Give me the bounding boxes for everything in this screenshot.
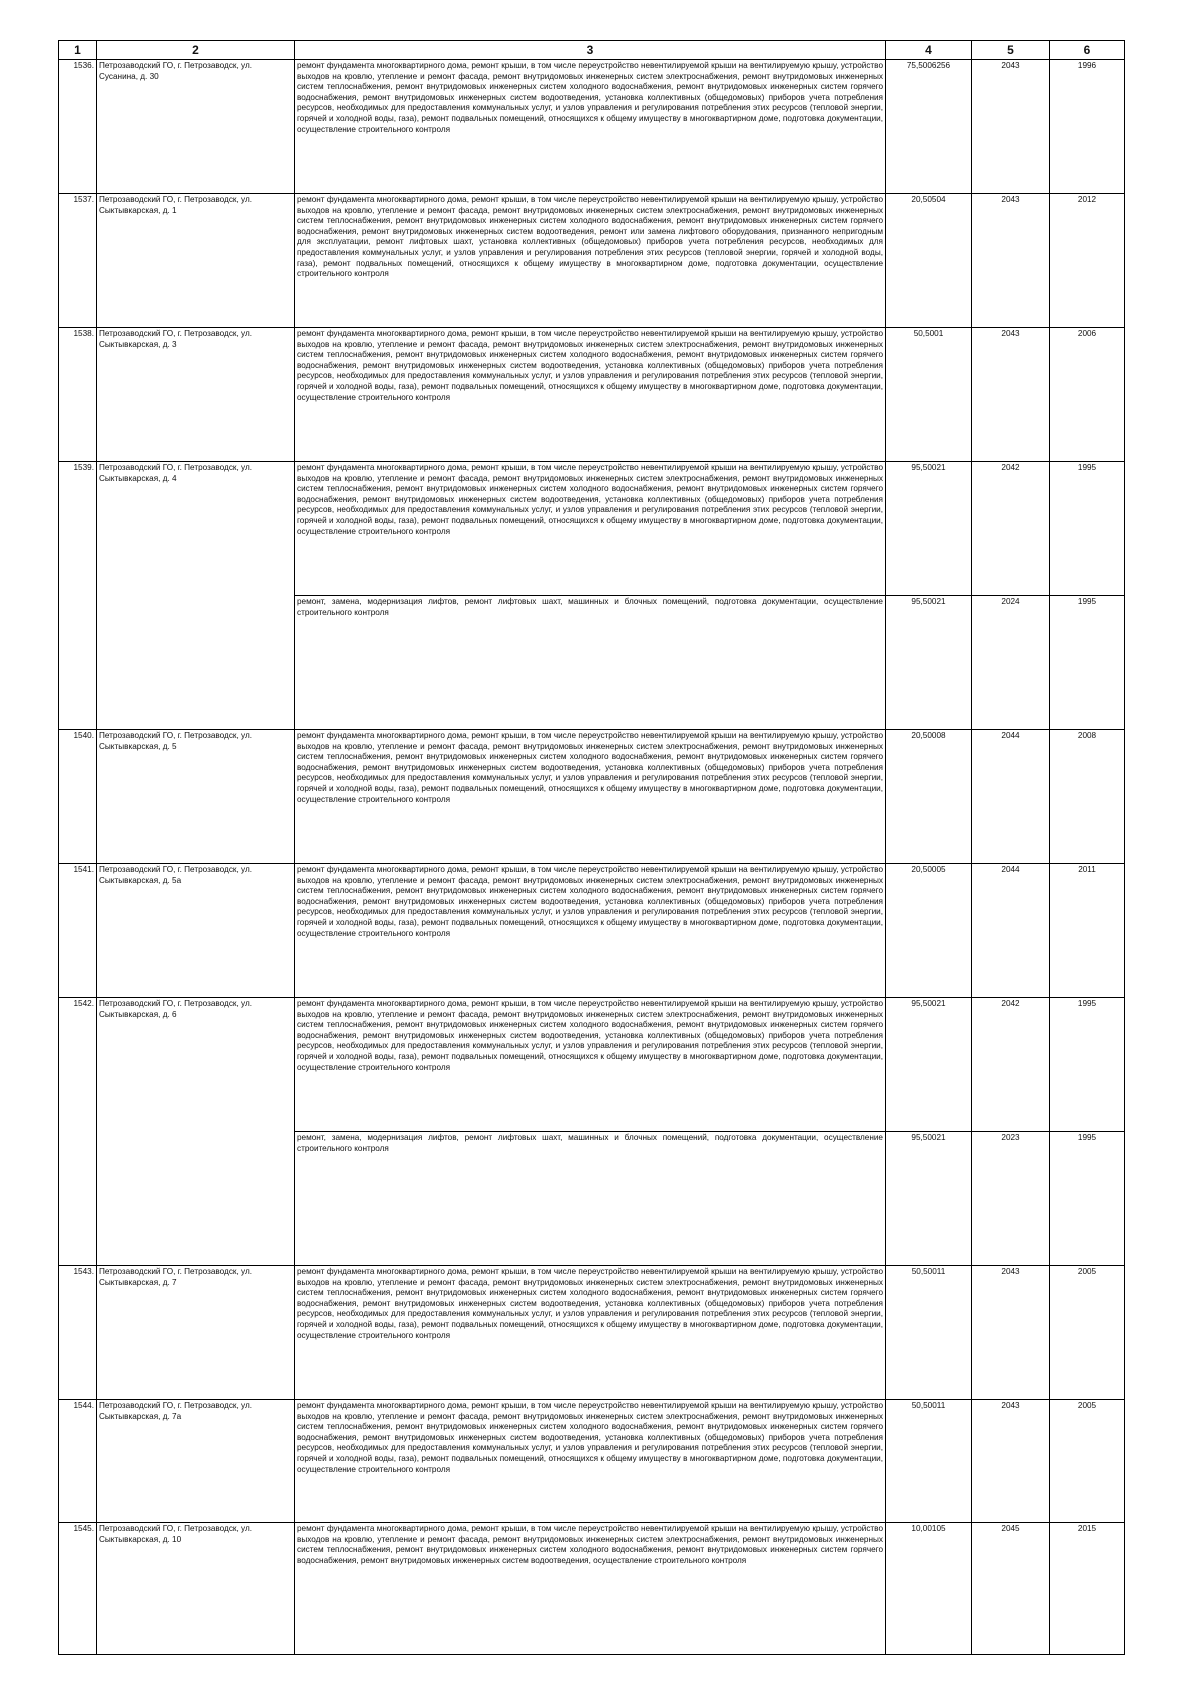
table-row	[59, 194, 1125, 328]
row-year: 2023	[972, 1132, 1050, 1266]
row-cost: 10,00105	[886, 1523, 972, 1655]
col-header-2: 2	[97, 41, 295, 60]
table-row	[59, 1523, 1125, 1655]
row-built: 2011	[1050, 864, 1125, 998]
row-cost: 50,5001	[886, 328, 972, 462]
table-row	[59, 462, 1125, 596]
row-number: 1540.	[59, 730, 97, 864]
row-built: 1995	[1050, 1132, 1125, 1266]
row-address: Петрозаводский ГО, г. Петрозаводск, ул. Сыктывкарская, д. 5а	[97, 864, 295, 998]
table-row	[59, 1400, 1125, 1523]
row-works: ремонт, замена, модернизация лифтов, ремонт лифтовых шахт, машинных и блочных помещений, подготовка документации, осуществление строительного контроля	[295, 596, 886, 730]
row-number: 1536.	[59, 60, 97, 194]
row-number: 1539.	[59, 462, 97, 730]
col-header-5: 5	[972, 41, 1050, 60]
row-number: 1545.	[59, 1523, 97, 1655]
row-year: 2043	[972, 60, 1050, 194]
row-built: 1995	[1050, 462, 1125, 596]
row-cost: 95,50021	[886, 998, 972, 1132]
row-works: ремонт фундамента многоквартирного дома, ремонт крыши, в том числе переустройство невентилируемой крыши на вентилируемую крышу, устройство выходов на кровлю, утепление и ремонт фасада, ремонт внутридомовых инженерных систем электроснабжения, ремонт внутридомовых инженерных систем теплоснабжения, ремонт внутридомовых инженерных систем холодного водоснабжения, ремонт внутридомовых инженерных систем горячего водоснабжения, ремонт внутридомовых инженерных систем водоотведения, установка коллективных (общедомовых) приборов учета потребления ресурсов, необходимых для предоставления коммунальных услуг, и узлов управления и регулирования потребления этих ресурсов (тепловой энергии, горячей и холодной воды, газа), ремонт подвальных помещений, относящихся к общему имуществу в многоквартирном доме, подготовка документации, осуществление строительного контроля	[295, 462, 886, 596]
row-year: 2045	[972, 1523, 1050, 1655]
table-row	[59, 328, 1125, 462]
row-address: Петрозаводский ГО, г. Петрозаводск, ул. Сыктывкарская, д. 4	[97, 462, 295, 730]
row-built: 2005	[1050, 1400, 1125, 1523]
row-year: 2043	[972, 1266, 1050, 1400]
row-works: ремонт фундамента многоквартирного дома, ремонт крыши, в том числе переустройство невентилируемой крыши на вентилируемую крышу, устройство выходов на кровлю, утепление и ремонт фасада, ремонт внутридомовых инженерных систем электроснабжения, ремонт внутридомовых инженерных систем теплоснабжения, ремонт внутридомовых инженерных систем холодного водоснабжения, ремонт внутридомовых инженерных систем горячего водоснабжения, ремонт внутридомовых инженерных систем водоотведения, установка коллективных (общедомовых) приборов учета потребления ресурсов, необходимых для предоставления коммунальных услуг, и узлов управления и регулирования потребления этих ресурсов (тепловой энергии, горячей и холодной воды, газа), ремонт подвальных помещений, относящихся к общему имуществу в многоквартирном доме, подготовка документации, осуществление строительного контроля	[295, 328, 886, 462]
col-header-3: 3	[295, 41, 886, 60]
row-year: 2042	[972, 462, 1050, 596]
row-built: 2006	[1050, 328, 1125, 462]
table-row	[59, 998, 1125, 1132]
row-address: Петрозаводский ГО, г. Петрозаводск, ул. Сыктывкарская, д. 7	[97, 1266, 295, 1400]
row-cost: 20,50504	[886, 194, 972, 328]
col-header-6: 6	[1050, 41, 1125, 60]
row-works: ремонт фундамента многоквартирного дома, ремонт крыши, в том числе переустройство невентилируемой крыши на вентилируемую крышу, устройство выходов на кровлю, утепление и ремонт фасада, ремонт внутридомовых инженерных систем электроснабжения, ремонт внутридомовых инженерных систем теплоснабжения, ремонт внутридомовых инженерных систем холодного водоснабжения, ремонт внутридомовых инженерных систем горячего водоснабжения, ремонт внутридомовых инженерных систем водоотведения, осуществление строительного контроля	[295, 1523, 886, 1655]
row-year: 2043	[972, 1400, 1050, 1523]
row-year: 2042	[972, 998, 1050, 1132]
row-built: 2012	[1050, 194, 1125, 328]
row-works: ремонт фундамента многоквартирного дома, ремонт крыши, в том числе переустройство невентилируемой крыши на вентилируемую крышу, устройство выходов на кровлю, утепление и ремонт фасада, ремонт внутридомовых инженерных систем электроснабжения, ремонт внутридомовых инженерных систем теплоснабжения, ремонт внутридомовых инженерных систем холодного водоснабжения, ремонт внутридомовых инженерных систем горячего водоснабжения, ремонт внутридомовых инженерных систем водоотведения, установка коллективных (общедомовых) приборов учета потребления ресурсов, необходимых для предоставления коммунальных услуг, и узлов управления и регулирования потребления этих ресурсов (тепловой энергии, горячей и холодной воды, газа), ремонт подвальных помещений, относящихся к общему имуществу в многоквартирном доме, подготовка документации, осуществление строительного контроля	[295, 730, 886, 864]
row-built: 2008	[1050, 730, 1125, 864]
row-works: ремонт фундамента многоквартирного дома, ремонт крыши, в том числе переустройство невентилируемой крыши на вентилируемую крышу, устройство выходов на кровлю, утепление и ремонт фасада, ремонт внутридомовых инженерных систем электроснабжения, ремонт внутридомовых инженерных систем теплоснабжения, ремонт внутридомовых инженерных систем холодного водоснабжения, ремонт внутридомовых инженерных систем горячего водоснабжения, ремонт внутридомовых инженерных систем водоотведения, установка коллективных (общедомовых) приборов учета потребления ресурсов, необходимых для предоставления коммунальных услуг, и узлов управления и регулирования потребления этих ресурсов (тепловой энергии, горячей и холодной воды, газа), ремонт подвальных помещений, относящихся к общему имуществу в многоквартирном доме, подготовка документации, осуществление строительного контроля	[295, 864, 886, 998]
row-cost: 50,50011	[886, 1266, 972, 1400]
row-cost: 20,50005	[886, 864, 972, 998]
row-address: Петрозаводский ГО, г. Петрозаводск, ул. Сыктывкарская, д. 5	[97, 730, 295, 864]
col-header-1: 1	[59, 41, 97, 60]
row-address: Петрозаводский ГО, г. Петрозаводск, ул. Сусанина, д. 30	[97, 60, 295, 194]
table-row	[59, 864, 1125, 998]
row-number: 1537.	[59, 194, 97, 328]
header-row	[59, 41, 1125, 60]
row-works: ремонт фундамента многоквартирного дома, ремонт крыши, в том числе переустройство невентилируемой крыши на вентилируемую крышу, устройство выходов на кровлю, утепление и ремонт фасада, ремонт внутридомовых инженерных систем электроснабжения, ремонт внутридомовых инженерных систем теплоснабжения, ремонт внутридомовых инженерных систем холодного водоснабжения, ремонт внутридомовых инженерных систем горячего водоснабжения, ремонт внутридомовых инженерных систем водоотведения, установка коллективных (общедомовых) приборов учета потребления ресурсов, необходимых для предоставления коммунальных услуг, и узлов управления и регулирования потребления этих ресурсов (тепловой энергии, горячей и холодной воды, газа), ремонт подвальных помещений, относящихся к общему имуществу в многоквартирном доме, подготовка документации, осуществление строительного контроля	[295, 1266, 886, 1400]
row-number: 1538.	[59, 328, 97, 462]
row-cost: 95,50021	[886, 1132, 972, 1266]
row-number: 1541.	[59, 864, 97, 998]
row-cost: 50,50011	[886, 1400, 972, 1523]
table-row	[59, 730, 1125, 864]
table-row	[59, 60, 1125, 194]
row-built: 1995	[1050, 998, 1125, 1132]
row-works: ремонт, замена, модернизация лифтов, ремонт лифтовых шахт, машинных и блочных помещений, подготовка документации, осуществление строительного контроля	[295, 1132, 886, 1266]
row-cost: 95,50021	[886, 462, 972, 596]
row-built: 2005	[1050, 1266, 1125, 1400]
row-year: 2024	[972, 596, 1050, 730]
row-year: 2043	[972, 194, 1050, 328]
row-address: Петрозаводский ГО, г. Петрозаводск, ул. Сыктывкарская, д. 10	[97, 1523, 295, 1655]
row-cost: 20,50008	[886, 730, 972, 864]
row-address: Петрозаводский ГО, г. Петрозаводск, ул. Сыктывкарская, д. 3	[97, 328, 295, 462]
capital-repair-table	[58, 40, 1125, 1655]
col-header-4: 4	[886, 41, 972, 60]
row-number: 1544.	[59, 1400, 97, 1523]
row-year: 2044	[972, 730, 1050, 864]
row-built: 1995	[1050, 596, 1125, 730]
row-works: ремонт фундамента многоквартирного дома, ремонт крыши, в том числе переустройство невентилируемой крыши на вентилируемую крышу, устройство выходов на кровлю, утепление и ремонт фасада, ремонт внутридомовых инженерных систем электроснабжения, ремонт внутридомовых инженерных систем теплоснабжения, ремонт внутридомовых инженерных систем холодного водоснабжения, ремонт внутридомовых инженерных систем горячего водоснабжения, ремонт внутридомовых инженерных систем водоотведения, ремонт или замена лифтового оборудования, признанного непригодным для эксплуатации, ремонт лифтовых шахт, установка коллективных (общедомовых) приборов учета потребления ресурсов, необходимых для предоставления коммунальных услуг, и узлов управления и регулирования потребления этих ресурсов (тепловой энергии, горячей и холодной воды, газа), ремонт подвальных помещений, относящихся к общему имуществу в многоквартирном доме, подготовка документации, осуществление строительного контроля	[295, 194, 886, 328]
row-year: 2043	[972, 328, 1050, 462]
row-number: 1542.	[59, 998, 97, 1266]
row-address: Петрозаводский ГО, г. Петрозаводск, ул. Сыктывкарская, д. 6	[97, 998, 295, 1266]
row-number: 1543.	[59, 1266, 97, 1400]
row-cost: 75,5006256	[886, 60, 972, 194]
table-row	[59, 1266, 1125, 1400]
row-works: ремонт фундамента многоквартирного дома, ремонт крыши, в том числе переустройство невентилируемой крыши на вентилируемую крышу, устройство выходов на кровлю, утепление и ремонт фасада, ремонт внутридомовых инженерных систем электроснабжения, ремонт внутридомовых инженерных систем теплоснабжения, ремонт внутридомовых инженерных систем холодного водоснабжения, ремонт внутридомовых инженерных систем горячего водоснабжения, ремонт внутридомовых инженерных систем водоотведения, установка коллективных (общедомовых) приборов учета потребления ресурсов, необходимых для предоставления коммунальных услуг, и узлов управления и регулирования потребления этих ресурсов (тепловой энергии, горячей и холодной воды, газа), ремонт подвальных помещений, относящихся к общему имуществу в многоквартирном доме, подготовка документации, осуществление строительного контроля	[295, 998, 886, 1132]
row-cost: 95,50021	[886, 596, 972, 730]
row-built: 2015	[1050, 1523, 1125, 1655]
row-address: Петрозаводский ГО, г. Петрозаводск, ул. Сыктывкарская, д. 7а	[97, 1400, 295, 1523]
row-works: ремонт фундамента многоквартирного дома, ремонт крыши, в том числе переустройство невентилируемой крыши на вентилируемую крышу, устройство выходов на кровлю, утепление и ремонт фасада, ремонт внутридомовых инженерных систем электроснабжения, ремонт внутридомовых инженерных систем теплоснабжения, ремонт внутридомовых инженерных систем холодного водоснабжения, ремонт внутридомовых инженерных систем горячего водоснабжения, ремонт внутридомовых инженерных систем водоотведения, установка коллективных (общедомовых) приборов учета потребления ресурсов, необходимых для предоставления коммунальных услуг, и узлов управления и регулирования потребления этих ресурсов (тепловой энергии, горячей и холодной воды, газа), ремонт подвальных помещений, относящихся к общему имуществу в многоквартирном доме, подготовка документации, осуществление строительного контроля	[295, 60, 886, 194]
row-works: ремонт фундамента многоквартирного дома, ремонт крыши, в том числе переустройство невентилируемой крыши на вентилируемую крышу, устройство выходов на кровлю, утепление и ремонт фасада, ремонт внутридомовых инженерных систем электроснабжения, ремонт внутридомовых инженерных систем теплоснабжения, ремонт внутридомовых инженерных систем холодного водоснабжения, ремонт внутридомовых инженерных систем горячего водоснабжения, ремонт внутридомовых инженерных систем водоотведения, установка коллективных (общедомовых) приборов учета потребления ресурсов, необходимых для предоставления коммунальных услуг, и узлов управления и регулирования потребления этих ресурсов (тепловой энергии, горячей и холодной воды, газа), ремонт подвальных помещений, относящихся к общему имуществу в многоквартирном доме, подготовка документации, осуществление строительного контроля	[295, 1400, 886, 1523]
row-built: 1996	[1050, 60, 1125, 194]
row-address: Петрозаводский ГО, г. Петрозаводск, ул. Сыктывкарская, д. 1	[97, 194, 295, 328]
row-year: 2044	[972, 864, 1050, 998]
